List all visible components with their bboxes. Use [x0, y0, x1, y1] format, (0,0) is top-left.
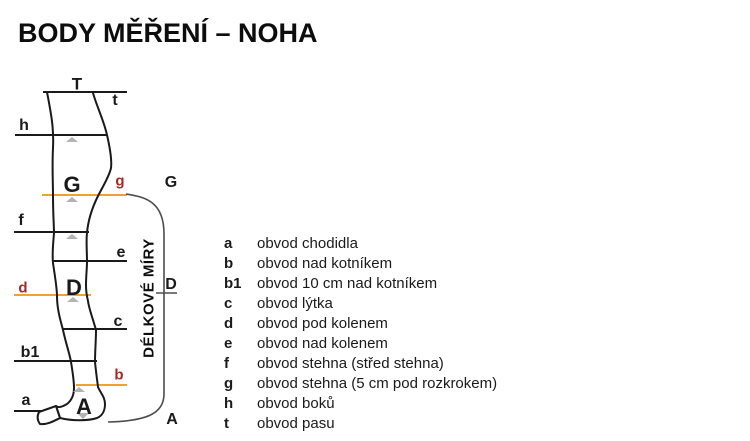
- legend-item-e: [224, 333, 497, 353]
- point-label-g: g: [115, 172, 125, 190]
- legend-item-a: [224, 233, 497, 253]
- point-label-e: e: [116, 244, 126, 261]
- point-label-A: A: [76, 394, 92, 419]
- legend-text: obvod pod kolenem: [257, 314, 388, 332]
- legend-text: obvod lýtka: [257, 294, 333, 312]
- legend-key: g: [224, 374, 234, 392]
- legend-key: h: [224, 394, 234, 412]
- bracket-label-D: D: [165, 276, 177, 293]
- legend-item-t: [224, 413, 497, 433]
- bracket-label-G: G: [164, 174, 178, 191]
- legend-text: obvod chodidla: [257, 234, 358, 252]
- legend-text: obvod boků: [257, 394, 335, 412]
- point-label-t: t: [112, 92, 118, 109]
- legend-key: a: [224, 234, 233, 252]
- point-label-a: a: [21, 392, 31, 409]
- legend-item-g: [224, 373, 497, 393]
- point-label-f: f: [18, 212, 24, 229]
- legend-text: obvod stehna (střed stehna): [257, 354, 444, 372]
- legend-text: obvod nad kolenem: [257, 334, 388, 352]
- legend-key: b: [224, 254, 234, 272]
- point-label-D: D: [66, 275, 82, 300]
- legend-key: f: [224, 354, 229, 372]
- legend-key: e: [224, 334, 233, 352]
- page-title: BODY MĚŘENÍ – NOHA: [18, 18, 318, 48]
- legend-text: obvod stehna (5 cm pod rozkrokem): [257, 374, 498, 392]
- legend-key: c: [224, 294, 233, 312]
- point-label-c: c: [113, 313, 123, 330]
- marker-triangle-g: [66, 197, 78, 202]
- legend-item-b: [224, 253, 497, 273]
- legend-key: d: [224, 314, 234, 332]
- legend-item-b1: [224, 273, 497, 293]
- marker-triangle-h: [66, 137, 78, 142]
- point-label-T: T: [71, 74, 83, 94]
- point-label-b: b: [114, 366, 124, 384]
- legend-item-f: [224, 353, 497, 373]
- marker-triangle-f: [66, 234, 78, 239]
- legend: [224, 233, 497, 433]
- bracket-label-A: A: [166, 411, 178, 428]
- point-label-h: h: [19, 117, 29, 134]
- leg-outline: [47, 92, 111, 420]
- length-measures-axis-label: DÉLKOVÉ MÍRY: [140, 238, 158, 358]
- legend-text: obvod nad kotníkem: [257, 254, 393, 272]
- legend-text: obvod pasu: [257, 414, 335, 432]
- legend-item-d: [224, 313, 497, 333]
- legend-text: obvod 10 cm nad kotníkem: [257, 274, 438, 292]
- legend-item-c: [224, 293, 497, 313]
- legend-key: t: [224, 414, 229, 432]
- point-label-G: G: [63, 172, 81, 197]
- legend-key: b1: [224, 274, 242, 292]
- point-label-b1: b1: [20, 344, 40, 361]
- point-label-d: d: [18, 279, 28, 297]
- toe-cap-outline: [38, 406, 60, 424]
- legend-item-h: [224, 393, 497, 413]
